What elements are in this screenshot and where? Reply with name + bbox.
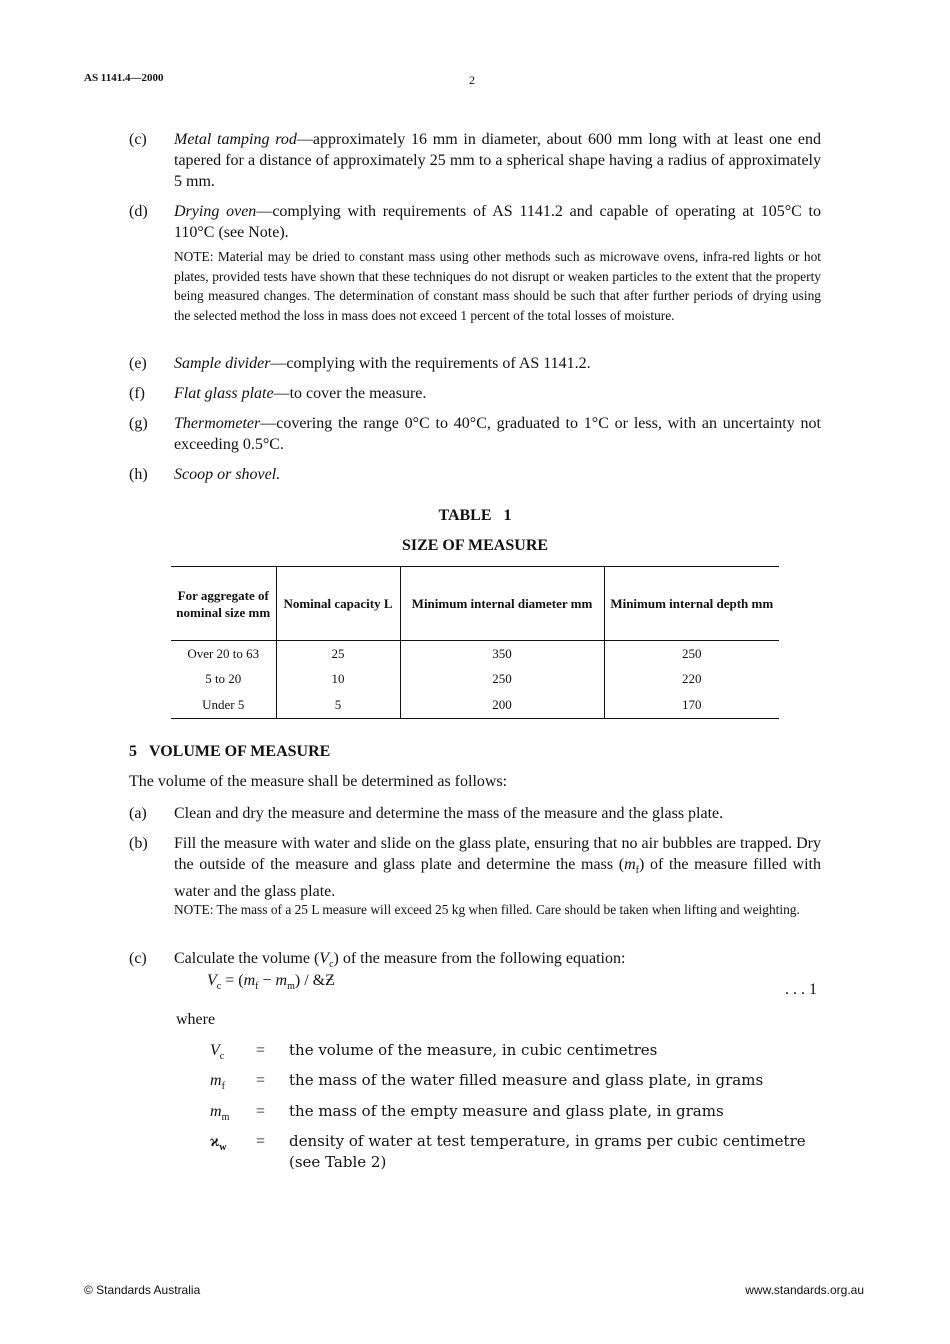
item-text: —to cover the measure. (273, 385, 427, 402)
where-subscript: c (219, 1051, 225, 1063)
where-definition: the mass of the water filled measure and glass plate, in grams (289, 1071, 764, 1089)
table-row (171, 692, 779, 718)
eq-op: = ( (221, 972, 244, 989)
table-cell: 200 (400, 692, 604, 718)
volume-symbol: V (319, 950, 330, 967)
item-label: (c) (129, 131, 147, 148)
where-equals: = (256, 1042, 266, 1059)
where-definition: the volume of the measure, in cubic centimetres (289, 1041, 658, 1059)
table-header-row (171, 567, 779, 641)
item-label: (a) (129, 805, 147, 822)
table-title: SIZE OF MEASURE (401, 537, 549, 554)
where-row (210, 1131, 821, 1173)
table-cell: 5 to 20 (205, 671, 242, 687)
eq-sub: c (216, 981, 222, 993)
item-term: Thermometer (174, 415, 261, 432)
mass-subscript: f (635, 865, 639, 877)
table-cell: 5 (276, 692, 400, 718)
list-item (129, 833, 821, 902)
list-item (129, 383, 821, 404)
mass-symbol: m (624, 856, 636, 873)
where-equals: = (256, 1072, 266, 1089)
table-cell: 220 (604, 667, 779, 693)
item-term: Sample divider (174, 355, 271, 372)
item-label: (h) (129, 466, 148, 483)
item-text: —approximately 16 mm in diameter, about 600 mm long with at least one end tapered for a distance of approximately 25 mm to a spherical shape having a radius of approximately 5 mm. (174, 131, 821, 190)
equation-number: . . . 1 (785, 981, 817, 998)
page-number: 2 (469, 73, 475, 87)
eq-sub: m (287, 981, 295, 993)
list-item (129, 803, 821, 824)
eq-sub: f (255, 981, 259, 993)
where-equals: = (256, 1133, 266, 1150)
table-cell: 250 (400, 667, 604, 693)
where-label: where (176, 1011, 216, 1028)
item-term: Scoop or shovel. (174, 466, 281, 483)
footer-website-link[interactable]: www.standards.org.au (745, 1283, 864, 1297)
table-cell: 170 (604, 692, 779, 718)
where-subscript: f (221, 1081, 225, 1093)
volume-subscript: c (329, 959, 334, 971)
footer-copyright: © Standards Australia (84, 1283, 201, 1297)
list-item (129, 201, 821, 243)
item-text: Clean and dry the measure and determine the mass of the measure and the glass plate. (174, 805, 724, 822)
item-label: (c) (129, 950, 147, 967)
volume-equation (207, 972, 335, 992)
list-item (129, 353, 821, 374)
table-number: TABLE 1 (438, 507, 512, 524)
item-label: (b) (129, 835, 148, 852)
size-of-measure-table (171, 566, 779, 719)
where-symbol: V (210, 1042, 220, 1059)
note-mass: NOTE: The mass of a 25 L measure will exceed 25 kg when filled. Care should be taken when lifting and weighting. (174, 902, 800, 917)
list-item (129, 129, 821, 192)
where-subscript: m (221, 1112, 230, 1124)
list-item (129, 464, 821, 485)
where-definition: the mass of the empty measure and glass plate, in grams (289, 1102, 724, 1120)
item-term: Flat glass plate (174, 385, 274, 402)
eq-op: − (258, 972, 276, 989)
column-header: Nominal capacity L (276, 567, 400, 641)
table-cell: 350 (400, 641, 604, 667)
item-label: (f) (129, 385, 145, 402)
where-symbol: ϰ (210, 1133, 220, 1150)
where-definition: density of water at test temperature, in grams per cubic centimetre (see Table 2) (289, 1132, 806, 1171)
where-symbol: m (210, 1103, 222, 1120)
section-intro: The volume of the measure shall be determined as follows: (129, 773, 508, 790)
document-id: AS 1141.4—2000 (84, 72, 164, 84)
column-header: Minimum internal depth mm (604, 567, 779, 641)
item-text: ) of the measure filled with water and the glass plate. (174, 856, 822, 901)
item-text: Calculate the volume ( (174, 950, 320, 967)
eq-density: &Ƶ (312, 972, 335, 989)
table-row (171, 641, 779, 667)
item-term: Metal tamping rod (174, 131, 297, 148)
where-subscript: w (219, 1142, 227, 1154)
table-cell: 250 (604, 641, 779, 667)
column-header: For aggregate of nominal size mm (171, 567, 276, 641)
eq-volume: V (207, 972, 217, 989)
item-text: —complying with requirements of AS 1141.2 and capable of operating at 105°C to 110°C (see Note). (174, 203, 822, 241)
table-cell: Under 5 (202, 696, 245, 712)
table-row (171, 667, 779, 693)
note-drying: NOTE: Material may be dried to constant mass using other methods such as microwave ovens, infra-red lights or hot plates, provided tests have shown that these techniques do not disrupt or weaken particles to the extent that the property being measured changes. The determination of constant mass should be such that after further periods of drying using the selected method the loss in mass does not exceed 1 percent of the total losses of moisture. (174, 249, 821, 323)
where-symbol: m (210, 1072, 222, 1089)
table-cell: Over 20 to 63 (187, 645, 260, 661)
table-cell: 25 (276, 641, 400, 667)
item-label: (e) (129, 355, 147, 372)
item-label: (g) (129, 415, 148, 432)
section-heading: 5 VOLUME OF MEASURE (129, 743, 331, 760)
eq-op: ) / (294, 972, 313, 989)
where-row (210, 1070, 821, 1091)
item-term: Drying oven (174, 203, 257, 220)
where-row (210, 1040, 821, 1061)
eq-mass: m (275, 972, 288, 989)
eq-mass: m (243, 972, 256, 989)
column-header: Minimum internal diameter mm (400, 567, 604, 641)
item-text: ) of the measure from the following equation: (333, 950, 626, 967)
where-equals: = (256, 1103, 266, 1120)
item-text: —complying with the requirements of AS 1141.2. (270, 355, 591, 372)
where-row (210, 1101, 821, 1122)
item-text: —covering the range 0°C to 40°C, graduated to 1°C or less, with an uncertainty not exceeding 0.5°C. (174, 415, 821, 453)
item-label: (d) (129, 203, 148, 220)
list-item (129, 413, 821, 455)
item-text: Fill the measure with water and slide on the glass plate, ensuring that no air bubbles are trapped. Dry the outside of the measure and glass plate and determine the mass ( (174, 835, 821, 873)
table-cell: 10 (276, 667, 400, 693)
